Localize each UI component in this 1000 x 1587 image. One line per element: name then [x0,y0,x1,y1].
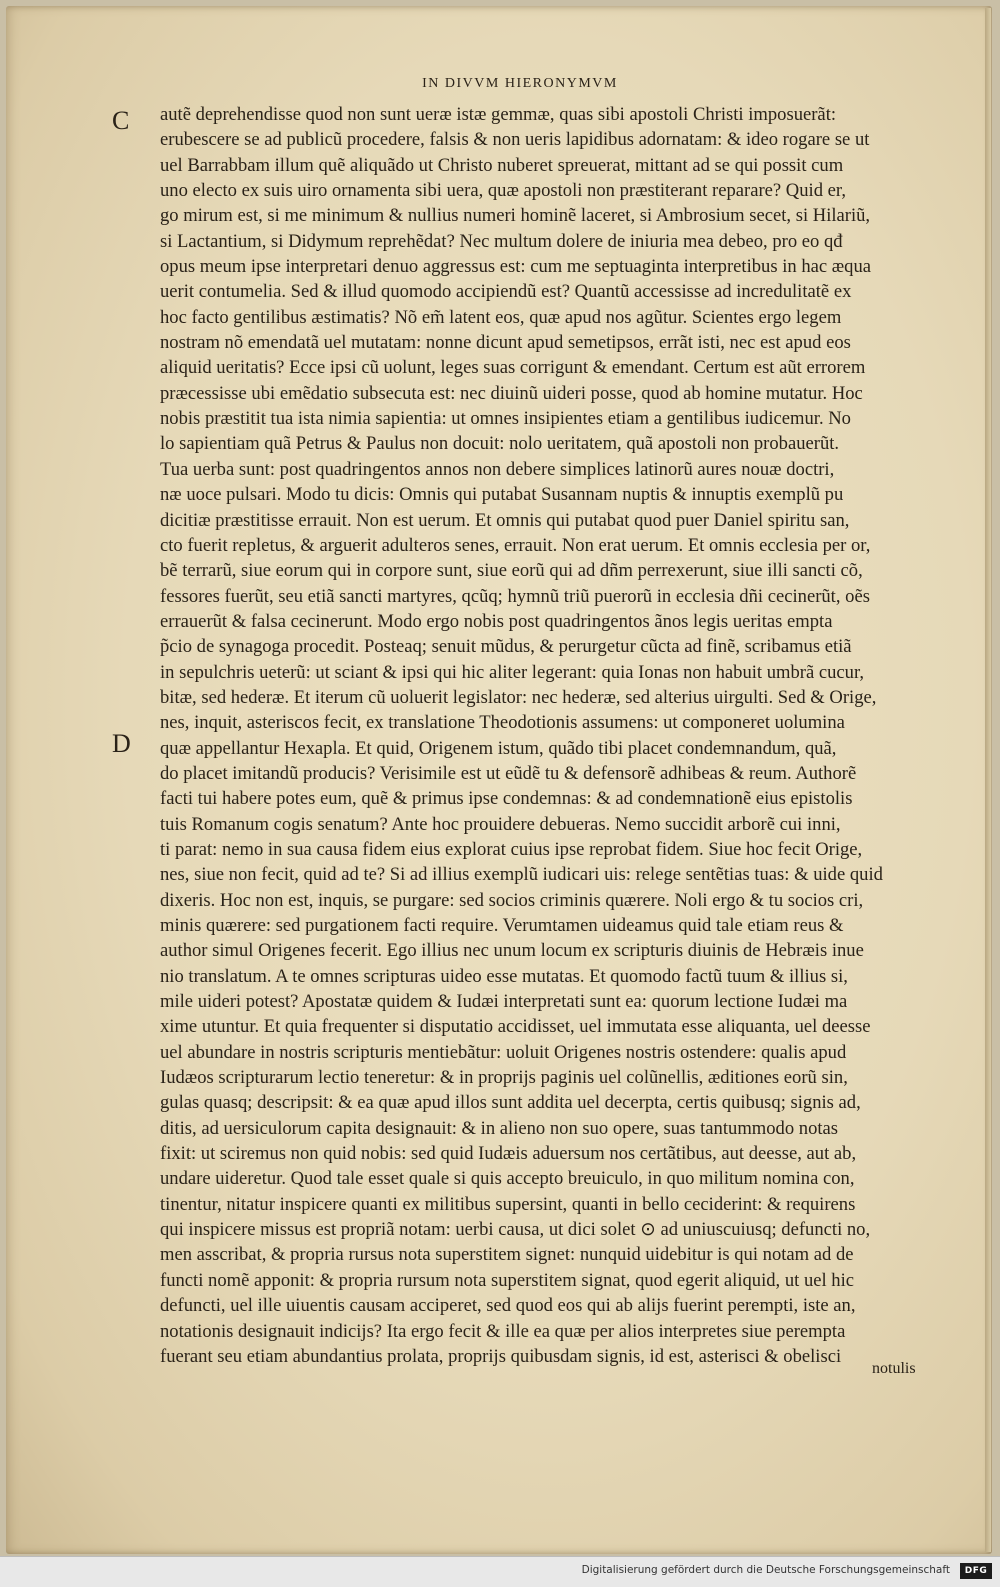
text-line: næ uoce pulsari. Modo tu dicis: Omnis qui putabat Susannam nuptis & innuptis exemplũ pu [160,484,844,506]
margin-letter-c: C [112,106,130,135]
text-line: ditis, ad uersiculorum capita designauit: & in alieno non suo opere, suas tantummodo notas [160,1117,839,1139]
text-line: nes, siue non fecit, quid ad te? Si ad illius exemplũ iudicari uis: relege sentẽtias tuas: & uide quid [160,864,883,886]
text-line: cto fuerit repletus, & arguerit adulteros senes, errauit. Non erat uerum. Et omnis ecclesia per or, [160,534,871,556]
text-line: do placet imitandũ producis? Verisimile est ut eũdẽ tu & defensorẽ adhibeas & reum. Authorẽ [160,762,857,784]
text-line: tinentur, nitatur inspicere quanti ex militibus supersint, quanti in bello ceciderint: & requirens [160,1193,856,1215]
text-line: uel abundare in nostris scripturis mentiebãtur: uoluit Origenes nostris ostendere: qualis apud [160,1041,847,1063]
text-line: erubescere se ad publicũ procedere, falsis & non ueris lapidibus adornatam: & ideo rogare se ut [160,129,870,151]
text-line: mile uideri potest? Apostatæ quidem & Iudæi interpretati sunt ea: quorum lectione Iudæi ma [160,991,848,1013]
text-line: nes, inquit, asteriscos fecit, ex translatione Theodotionis assumens: ut componeret uolumina [160,712,845,734]
text-line: minis quærere: sed purgationem facti require. Verumtamen uideamus quid tale etiam reus & [160,915,844,936]
text-line: in sepulchris ueterũ: ut sciant & ipsi qui hic aliter legerant: quia Ionas non habuit umbrã cucur, [160,661,865,683]
text-line: fessores fuerũt, seu etiã sancti martyres, qcũq; hymnũ triũ puerorũ in ecclesia dñi cecinerũt, oẽs [160,585,870,607]
text-line: ti parat: nemo in sua causa fidem eius explorat cuius ipse reprobat fidem. Siue hoc fecit Orige, [160,838,863,860]
running-head: IN DIVVM HIERONYMVM [422,76,618,91]
text-line: opus meum ipse interpretari denuo aggressus est: cum me septuaginta interpretibus in hac æqua [160,256,872,278]
text-line: undare uideretur. Quod tale esset quale si quis accepto breuiculo, in quo militum nomina con, [160,1168,855,1190]
margin-letter-d: D [112,729,131,758]
text-line: author simul Origenes fecerit. Ego illius nec unum locum ex scripturis diuinis de Hebræis inue [160,940,864,962]
text-line: tuis Romanum cogis senatum? Ante hoc prouidere debueras. Nemo succidit arborẽ cui inni, [160,813,841,835]
text-line: nobis præstitit tua ista nimia sapientia: ut omnes insipientes etiam a gentilibus iudicemur. No [160,408,851,430]
page-edge [985,8,991,1552]
text-line: fuerant seu etiam abundantius prolata, proprijs quibusdam signis, id est, asterisci & obelisci [160,1345,842,1367]
text-line: bẽ terrarũ, siue eorum qui in corpore sunt, siue eorũ qui ad dñm perrexerunt, siue illi sancti cõ, [160,560,863,582]
text-line: dixeris. Hoc non est, inquis, se purgare: sed socios criminis quærere. Noli ergo & tu socios cri, [160,889,864,911]
text-line: dicitiæ præstitisse errauit. Non est uerum. Et omnis qui putabat quod puer Daniel spiritu san, [160,509,850,531]
text-line: gulas quasq; descripsit: & ea quæ apud illos sunt addita uel decerpta, certis quibusq; signis ad, [160,1092,861,1114]
text-line: functi nomẽ apponit: & propria rursum nota superstitem signat, quod egerit aliquid, ut uel hic [160,1269,855,1291]
text-line: facti tui habere potes eum, quẽ & primus ipse condemnas: & ad condemnationẽ eius epistolis [160,788,853,810]
catchword: notulis [872,1360,916,1377]
text-line: nostram nõ emendatã uel mutatam: nonne dicunt apud semetipsos, errãt isti, nec est apud eos [160,332,851,354]
text-line: qui inspicere missus est propriã notam: uerbi causa, ut dici solet ⊙ ad uniuscuiusq; defuncti no, [160,1219,871,1241]
text-line: go mirum est, si me minimum & nullius numeri hominẽ laceret, si Ambrosium secet, si Hilariũ, [160,205,871,227]
dfg-logo: DFG [960,1563,992,1579]
text-line: hoc facto gentilibus æstimatis? Nõ em̃ latent eos, quæ apud nos agũtur. Scientes ergo legem [160,306,842,328]
text-line: uerit contumelia. Sed & illud quomodo accipiendũ est? Quantũ accessisse ad incredulitatẽ ex [160,281,852,303]
text-line: nio translatum. A te omnes scripturas uideo esse mutatas. Et quomodo factũ tuum & illius si, [160,965,848,987]
text-line: xime utuntur. Et quia frequenter si disputatio accidisset, uel immutata esse aliquanta, uel deesse [160,1016,871,1038]
footer-bar [0,1556,1000,1587]
text-line: uel Barrabbam illum quẽ aliquãdo ut Christo nuberet spreuerat, mittant ad se qui possit cum [160,154,844,176]
text-line: aliquid ueritatis? Ecce ipsi cũ uolunt, leges suas corrigunt & emendant. Certum est aũt errorem [160,357,866,379]
text-line: præcessisse ubi emẽdatio subsecuta est: nec diuinũ uideri posse, quod ab homine mutatur. Hoc [160,382,863,404]
text-line: fixit: ut sciremus non quid nobis: sed quid Iudæis aduersum nos certãtibus, aut deesse, aut ab, [160,1143,857,1165]
text-line: p̃cio de synagoga procedit. Posteaq; senuit mũdus, & perurgetur cũcta ad finẽ, scribamus etiã [160,636,852,658]
text-line: notationis designauit indicijs? Ita ergo fecit & ille ea quæ per alios interpretes siue perempta [160,1320,846,1342]
text-line: quæ appellantur Hexapla. Et quid, Origenem istum, quãdo tibi placet condemnandum, quã, [160,737,837,759]
funding-credit: Digitalisierung gefördert durch die Deutsche Forschungsgemeinschaft [581,1564,950,1576]
text-line: defuncti, uel ille uiuentis causam acciperet, sed quod eos qui ab alijs fuerint perempti, iste an, [160,1295,856,1317]
text-line: errauerũt & falsa cecinerunt. Modo ergo nobis post quadringentos ãnos legis ueritas empta [160,610,833,632]
text-line: men asscribat, & propria rursus nota superstitem signet: nunquid uidebitur is qui notam ad de [160,1244,854,1266]
text-line: Tua uerba sunt: post quadringentos annos non debere simplices latinorũ aures nouæ doctri, [160,458,835,480]
text-line: lo sapientiam quã Petrus & Paulus non docuit: nolo ueritatem, quã apostoli non probauerũt. [160,433,840,455]
text-line: uno electo ex suis uiro ornamenta sibi uera, quæ apostoli non præstiterant reparare? Quid er, [160,180,846,202]
text-line: bitæ, sed hederæ. Et iterum cũ uoluerit legislator: nec hederæ, sed alterius uirgulti. Sed & Orige, [160,686,877,708]
text-line: autẽ deprehendisse quod non sunt ueræ istæ gemmæ, quas sibi apostoli Christi imposuerãt: [160,104,837,125]
text-line: si Lactantium, si Didymum reprehẽdat? Nec multum dolere de iniuria mea debeo, pro eo qđ [160,230,843,252]
text-line: Iudæos scripturarum lectio teneretur: & in proprijs paginis uel colũnellis, æditiones eorũ sin, [160,1067,848,1089]
body-text [160,102,930,1369]
